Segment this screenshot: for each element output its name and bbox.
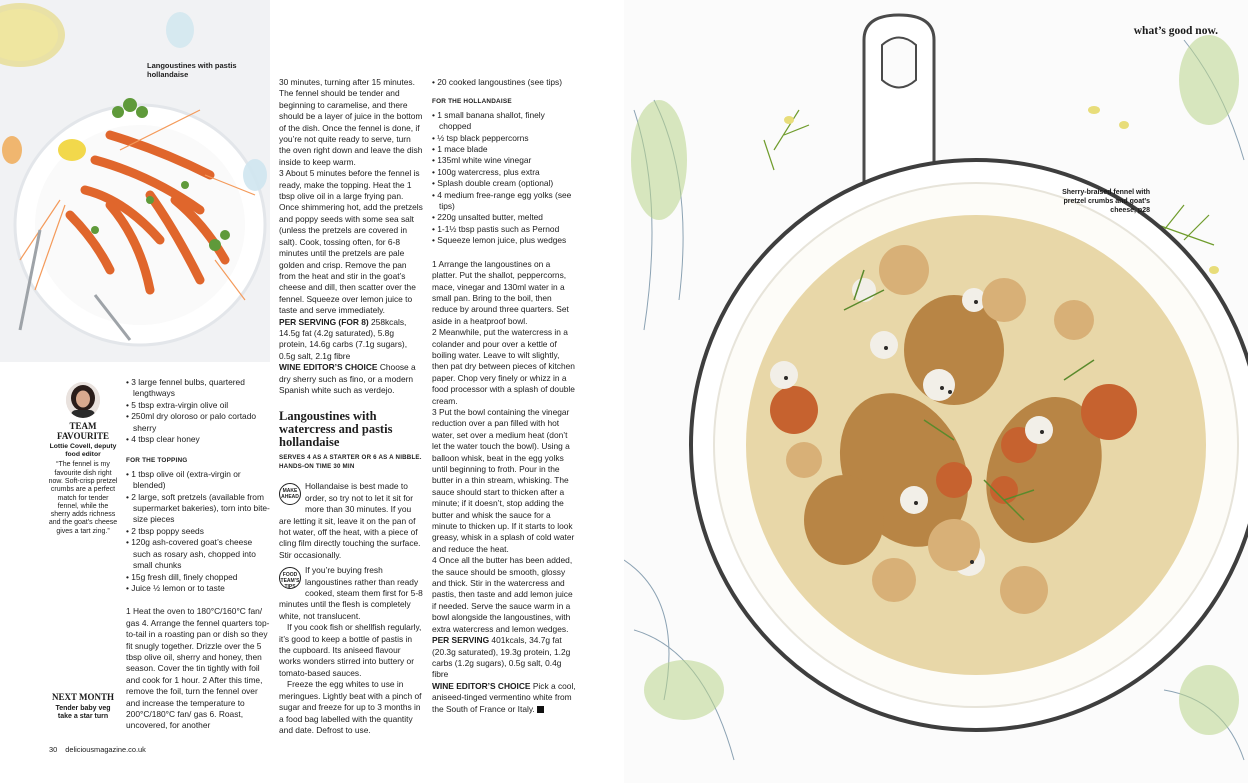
photo-caption: Langoustines with pastis hollandaise: [147, 61, 237, 79]
end-mark-icon: [537, 706, 544, 713]
ingredient-item: • 3 large fennel bulbs, quartered lengthways: [126, 377, 245, 399]
wine-choice-langoustines: WINE EDITOR’S CHOICE Pick a cool, aniseed-tinged vermentino white from the South of France or Italy.: [432, 680, 576, 714]
ingredient-item: • Juice ½ lemon or to taste: [126, 582, 225, 593]
column-1: [126, 377, 271, 732]
hollandaise-heading: FOR THE HOLLANDAISE: [432, 98, 512, 106]
ingredient-item: • 100g watercress, plus extra: [432, 166, 540, 177]
page-number: 30: [49, 745, 58, 754]
hollandaise-ingredients: [432, 110, 577, 247]
footer: [49, 745, 152, 754]
avatar: [66, 382, 100, 418]
tips-note-3: Freeze the egg whites to use in meringues. Lightly beat with a pinch of sugar and freeze for up to 3 months in a food bag labelled with the quantity and date. Defrost to use.: [279, 679, 422, 735]
next-month-text: Tender baby veg take a star turn: [55, 704, 111, 720]
ingredient-item: • 2 large, soft pretzels (available from supermarket bakeries), torn into bite-size pieces: [126, 491, 270, 525]
team-person: Lottie Covell, deputy food editor: [49, 443, 117, 459]
make-ahead-badge: MAKE AHEAD: [279, 483, 301, 505]
make-ahead-note: MAKE AHEAD Hollandaise is best made to order, so try not to let it sit for more than 30 minutes. If you are letting it sit, leave it on the pan of hot water, off the heat, with a piece of cling film directly touching the surface. Stir occasionally.: [279, 481, 421, 560]
method-step-4: 4 Once all the butter has been added, the sauce should be smooth, glossy and thick. Stir in the watercress and pastis, then taste and add lemon juice if needed. Serve the sauce warm in a bowl alongside the langoustines, with extra watercress and lemon wedges.: [432, 555, 573, 634]
ingredient-item: • 1 tbsp olive oil (extra-virgin or blended): [126, 468, 241, 491]
ingredient-item: • 15g fresh dill, finely chopped: [126, 571, 238, 582]
column-3: [432, 77, 577, 715]
photo-caption: Sherry-braised fennel with pretzel crumbs and goat’s cheese, p28: [1062, 189, 1150, 214]
fennel-ingredients: [126, 377, 271, 445]
tips-note-1: FOOD TEAM’S TIPS If you’re buying fresh langoustines rather than ready cooked, steam them first for 5-8 minutes until the flesh is completely white, not translucent.: [279, 565, 423, 621]
ingredient-item: • 1 small banana shallot, finely chopped: [432, 109, 545, 132]
ingredient-item: • 120g ash-covered goat’s cheese such as rosary ash, chopped into small chunks: [126, 537, 256, 571]
team-quote: “The fennel is my favourite dish right now. Soft-crisp pretzel crumbs are a perfect match for tender fennel, while the sherry adds richness and the goat’s cheese gives a tart zing.”: [48, 461, 118, 535]
ingredient-item: • Splash double cream (optional): [432, 178, 554, 189]
recipe-title: Langoustines with watercress and pastis hollandaise: [279, 409, 393, 450]
ingredient-item: • 4 medium free-range egg yolks (see tips): [432, 189, 572, 212]
wine-choice-fennel: WINE EDITOR’S CHOICE Choose a dry sherry such as fino, or a modern Spanish white such as verdejo.: [279, 362, 416, 395]
ingredient-item: • 2 tbsp poppy seeds: [126, 525, 204, 536]
langoustines-photo: [0, 0, 270, 362]
method-step-1: 1 Arrange the langoustines on a platter. Put the shallot, peppercorns, mace, vinegar and 130ml water in a small pan. Bring to the boil, then reduce by around three quarters. Set aside in a heatproof bowl.: [432, 258, 569, 326]
ingredient-item: • 250ml dry oloroso or palo cortado sherry: [126, 411, 257, 433]
tips-note-2: If you cook fish or shellfish regularly, it’s good to keep a bottle of pastis in the cupboard. Its aniseed flavour works wonders stirred into buttery or tomato-based sauces.: [279, 622, 422, 678]
method-steps-1-2: 1 Heat the oven to 180°C/160°C fan/ gas 4. Arrange the fennel quarters top-to-tail in a roasting pan or dish so they fit snugly together. Drizzle over the 5 tbsp olive oil, sherry and honey, then season. Cover the tin tightly with foil and cook for 1 hour. 2 After this time, remove the foil, turn the fennel over and increase the temperature to 200°C/180°C fan/ gas 6. Roast, uncovered, for another: [126, 606, 270, 731]
ingredient-item: • 220g unsalted butter, melted: [432, 212, 543, 223]
ingredient-item: • 4 tbsp clear honey: [126, 434, 200, 445]
next-month-label: NEXT MONTH: [51, 692, 115, 702]
right-page: [624, 0, 1248, 783]
column-2: [279, 77, 424, 736]
method-step-3: 3 Put the bowl containing the vinegar reduction over a pan filled with hot water, set over a medium heat (don’t let the water touch the bowl). Using a balloon whisk, beat in the egg yolks until beginning to froth. Pour in the butter in a thin stream, whisking. The sauce should start to thicken after a minute; if it doesn’t, stop adding the butter and whisk the sauce for a minute to thicken up. If it starts to look greasy, whisk in a splash of cold water and reduce the heat.: [432, 406, 575, 554]
section-tag: what’s good now.: [1133, 25, 1218, 37]
ingredient-item: • 20 cooked langoustines (see tips): [432, 77, 563, 87]
method-step-2: 2 Meanwhile, put the watercress in a colander and pour over a kettle of boiling water. Leave to wilt slightly, then pat dry between pieces of kitchen paper. Chop very finely or whizz in a food processor with a splash of double cream.: [432, 327, 575, 406]
method-continued: 30 minutes, turning after 15 minutes. The fennel should be tender and beginning to caramelise, and there should be a layer of juice in the bottom of the dish. Once the fennel is done, if you’re not quite ready to serve, turn the oven right down and leave the dish inside to keep warm.: [279, 77, 423, 167]
site-url[interactable]: deliciousmagazine.co.uk: [65, 745, 146, 754]
serves-info: SERVES 4 AS A STARTER OR 6 AS A NIBBLE. HANDS-ON TIME 30 MIN: [279, 454, 422, 471]
nutrition-fennel: PER SERVING (FOR 8) 258kcals, 14.5g fat (4.2g saturated), 5.8g protein, 14.6g carbs (7.1g sugars), 0.5g salt, 2.1g fibre: [279, 316, 408, 361]
fennel-pan-illustration: [624, 0, 1248, 783]
method-step-3: 3 About 5 minutes before the fennel is ready, make the topping. Heat the 1 tbsp olive oil in a large frying pan. Once shimmering hot, add the pretzels and poppy seeds with some sea salt (unless the pretzels are covered in salt). Cook, tossing often, for 6-8 minutes until the pretzels are pale golden and crisp. Remove the pan from the heat and stir in the goat’s cheese and dill, then scatter over the fennel. Squeeze over lemon juice to taste and serve immediately.: [279, 168, 423, 316]
topping-heading: FOR THE TOPPING: [126, 457, 188, 465]
ingredient-item: • 135ml white wine vinegar: [432, 155, 532, 166]
langoustines-illustration: [0, 0, 270, 362]
team-favourite-box: [48, 382, 118, 536]
topping-ingredients: [126, 469, 271, 594]
ingredient-item: • 5 tbsp extra-virgin olive oil: [126, 399, 229, 410]
ingredient-item: • 1 mace blade: [432, 144, 488, 155]
ingredient-item: • 1-1½ tbsp pastis such as Pernod: [432, 223, 560, 234]
team-favourite-label: TEAM FAVOURITE: [57, 421, 109, 441]
ingredient-item: • Squeeze lemon juice, plus wedges: [432, 235, 567, 246]
nutrition-langoustines: PER SERVING 401kcals, 34.7g fat (20.3g saturated), 19.3g protein, 1.2g carbs (1.2g sugars), 0.5g salt, 0.4g fibre: [432, 635, 571, 680]
tips-badge: FOOD TEAM’S TIPS: [279, 567, 301, 589]
ingredient-item: • ½ tsp black peppercorns: [432, 132, 529, 143]
next-month-box: [48, 693, 118, 721]
